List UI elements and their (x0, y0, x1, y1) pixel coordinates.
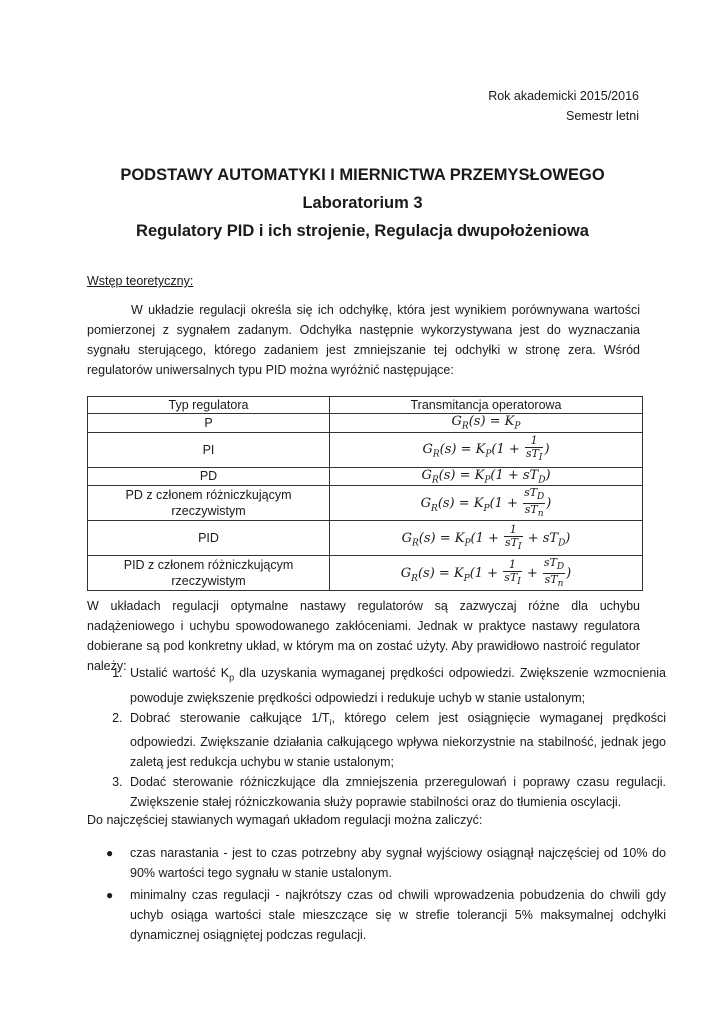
list-item: ● czas narastania - jest to czas potrzebny aby sygnał wyjściowy osiągnął najczęściej od 10% do 90% wartości tego sygnału w stanie ustalonym. (126, 843, 666, 883)
table-row (88, 556, 643, 591)
academic-year: Rok akademicki 2015/2016 (488, 89, 639, 103)
formula-pd: $G_R(s) = K_P(1 + sT_D)$ (330, 467, 643, 486)
requirements-list (100, 843, 666, 945)
formula-pid: $G_R(s) = K_P(1$ + $\frac{1}{sT_I}$ + $sT_D$) (330, 521, 643, 556)
header-transfer: Transmitancja operatorowa (330, 397, 643, 414)
pid-table (87, 396, 643, 591)
bullet-icon: ● (106, 888, 114, 902)
title-block (0, 161, 725, 245)
tuning-steps-list (100, 663, 666, 812)
list-item: 2. Dobrać sterowanie całkujące $1/T_i$, którego celem jest osiągnięcie wymaganej prędkości odpowiedzi. Zwiększanie działania całkującego wpływa niekorzystnie na stabilność, jednak jego zaletą jest redukcja uchybu w stanie ustalonym; (126, 708, 666, 773)
header-type: Typ regulatora (88, 397, 330, 414)
row-type: PID (88, 521, 330, 556)
row-type: PD (88, 467, 330, 486)
header-block (488, 86, 639, 126)
table-row (88, 521, 643, 556)
requirements-paragraph: Do najczęściej stawianych wymagań układom regulacji można zaliczyć: (87, 813, 483, 827)
list-item: ● minimalny czas regulacji - najkrótszy czas od chwili wprowadzenia pobudzenia do chwili gdy uchyb osiąga wartości stale mieszczące się w strefie tolerancji 5% maksymalnej odchyłki dynamicznej osiągniętej podczas regulacji. (126, 885, 666, 945)
formula-pi: $G_R(s) = K_P(1$ + $\frac{1}{sT_I}$ ) (330, 432, 643, 467)
bullet-icon: ● (106, 846, 114, 860)
formula-pd-real: $G_R(s) = K_P(1$ + $\frac{sT_D}{sT_n}$ ) (330, 486, 643, 521)
table-header-row (88, 397, 643, 414)
list-item: 1. Ustalić wartość $K_p$ dla uzyskania wymaganej prędkości odpowiedzi. Zwiększenie wzmocnienia powoduje zwiększenie prędkości odpowiedzi i redukuje uchyb w stanie ustalonym; (126, 663, 666, 708)
list-item: 3. Dodać sterowanie różniczkujące dla zmniejszenia przeregulowań i poprawy czasu regulacji. Zwiększenie stałej różniczkowania służy poprawie stabilności oraz do tłumienia oscylacji. (126, 772, 666, 812)
row-type: P (88, 414, 330, 433)
table-row (88, 432, 643, 467)
formula-pid-real: $G_R(s) = K_P(1$ + $\frac{1}{sT_I}$ + $\frac{sT_D}{sT_n}$ ) (330, 556, 643, 591)
section-heading: Wstęp teoretyczny: (87, 274, 194, 288)
topic-title: Regulatory PID i ich strojenie, Regulacja dwupołożeniowa (136, 222, 589, 240)
row-type: PD z członem różniczkującym rzeczywistym (88, 486, 330, 521)
table-row (88, 486, 643, 521)
intro-paragraph: W układzie regulacji określa się ich odchyłkę, która jest wynikiem porównywana wartości pomierzonej z sygnałem zadanym. Odchyłka następnie wykorzystywana jest do wyznaczania sygnału sterującego, którego zadaniem jest zmniejszanie tej odchyłki w stronę zera. Wśród regulatorów uniwersalnych typu PID można wyróżnić następujące: (87, 303, 640, 377)
table-row (88, 414, 643, 433)
course-title: PODSTAWY AUTOMATYKI I MIERNICTWA PRZEMYSŁOWEGO (120, 166, 605, 184)
formula-p: $G_R(s) = K_P$ (330, 414, 643, 433)
tuning-paragraph: W układach regulacji optymalne nastawy regulatorów są zazwyczaj różne dla uchybu nadążeniowego i uchybu spowodowanego zakłóceniami. Jednak w praktyce nastawy regulatora dobierane są pod konkretny układ, w którym ma on zostać użyty. Aby prawidłowo nastroić regulator należy: (87, 599, 640, 673)
row-type: PID z członem różniczkującym rzeczywistym (88, 556, 330, 591)
semester: Semestr letni (566, 109, 639, 123)
lab-title: Laboratorium 3 (302, 194, 423, 212)
row-type: PI (88, 432, 330, 467)
table-row (88, 467, 643, 486)
